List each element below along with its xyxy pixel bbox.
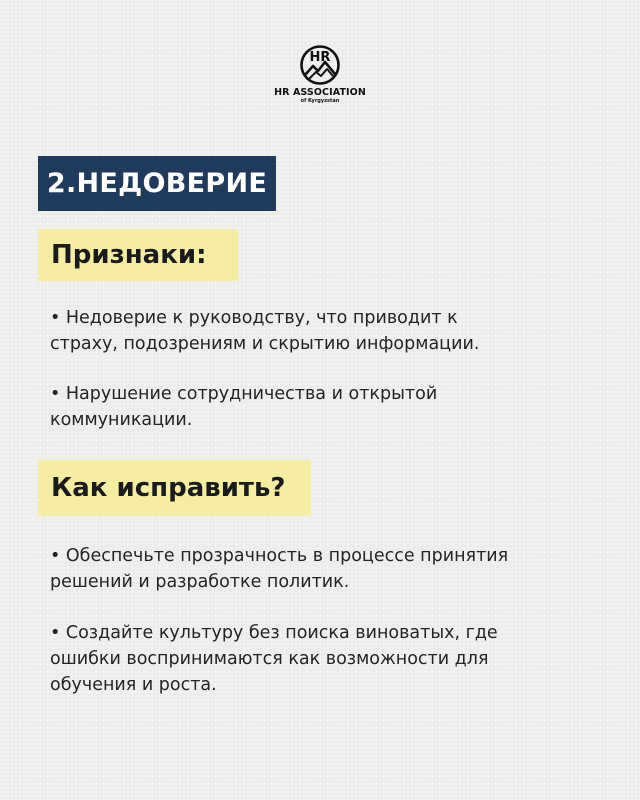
signs-item-2: • Нарушение сотрудничества и открытой коммуникации.: [50, 384, 438, 430]
fix-item-1: • Обеспечьте прозрачность в процессе принятия решений и разработке политик.: [50, 546, 509, 592]
fix-label: Как исправить?: [51, 473, 286, 503]
heading-title: 2.НЕДОВЕРИЕ: [46, 168, 268, 199]
signs-label: Признаки:: [51, 240, 207, 270]
logo-title: HR ASSOCIATION: [274, 87, 366, 98]
heading-banner: [38, 156, 276, 211]
fix-label-box: [38, 460, 311, 516]
logo-mark: HR: [309, 50, 331, 65]
fix-item-2: • Создайте культуру без поиска виноватых, где ошибки воспринимаются как возможности для обучения и роста.: [50, 623, 498, 695]
logo: [270, 44, 370, 104]
signs-item-1: • Недоверие к руководству, что приводит к страху, подозрениям и скрытию информации.: [50, 308, 480, 354]
mountain-circle-icon: [299, 44, 341, 86]
logo-subtitle: of Kyrgyzstan: [300, 98, 340, 104]
signs-label-box: [38, 229, 238, 281]
